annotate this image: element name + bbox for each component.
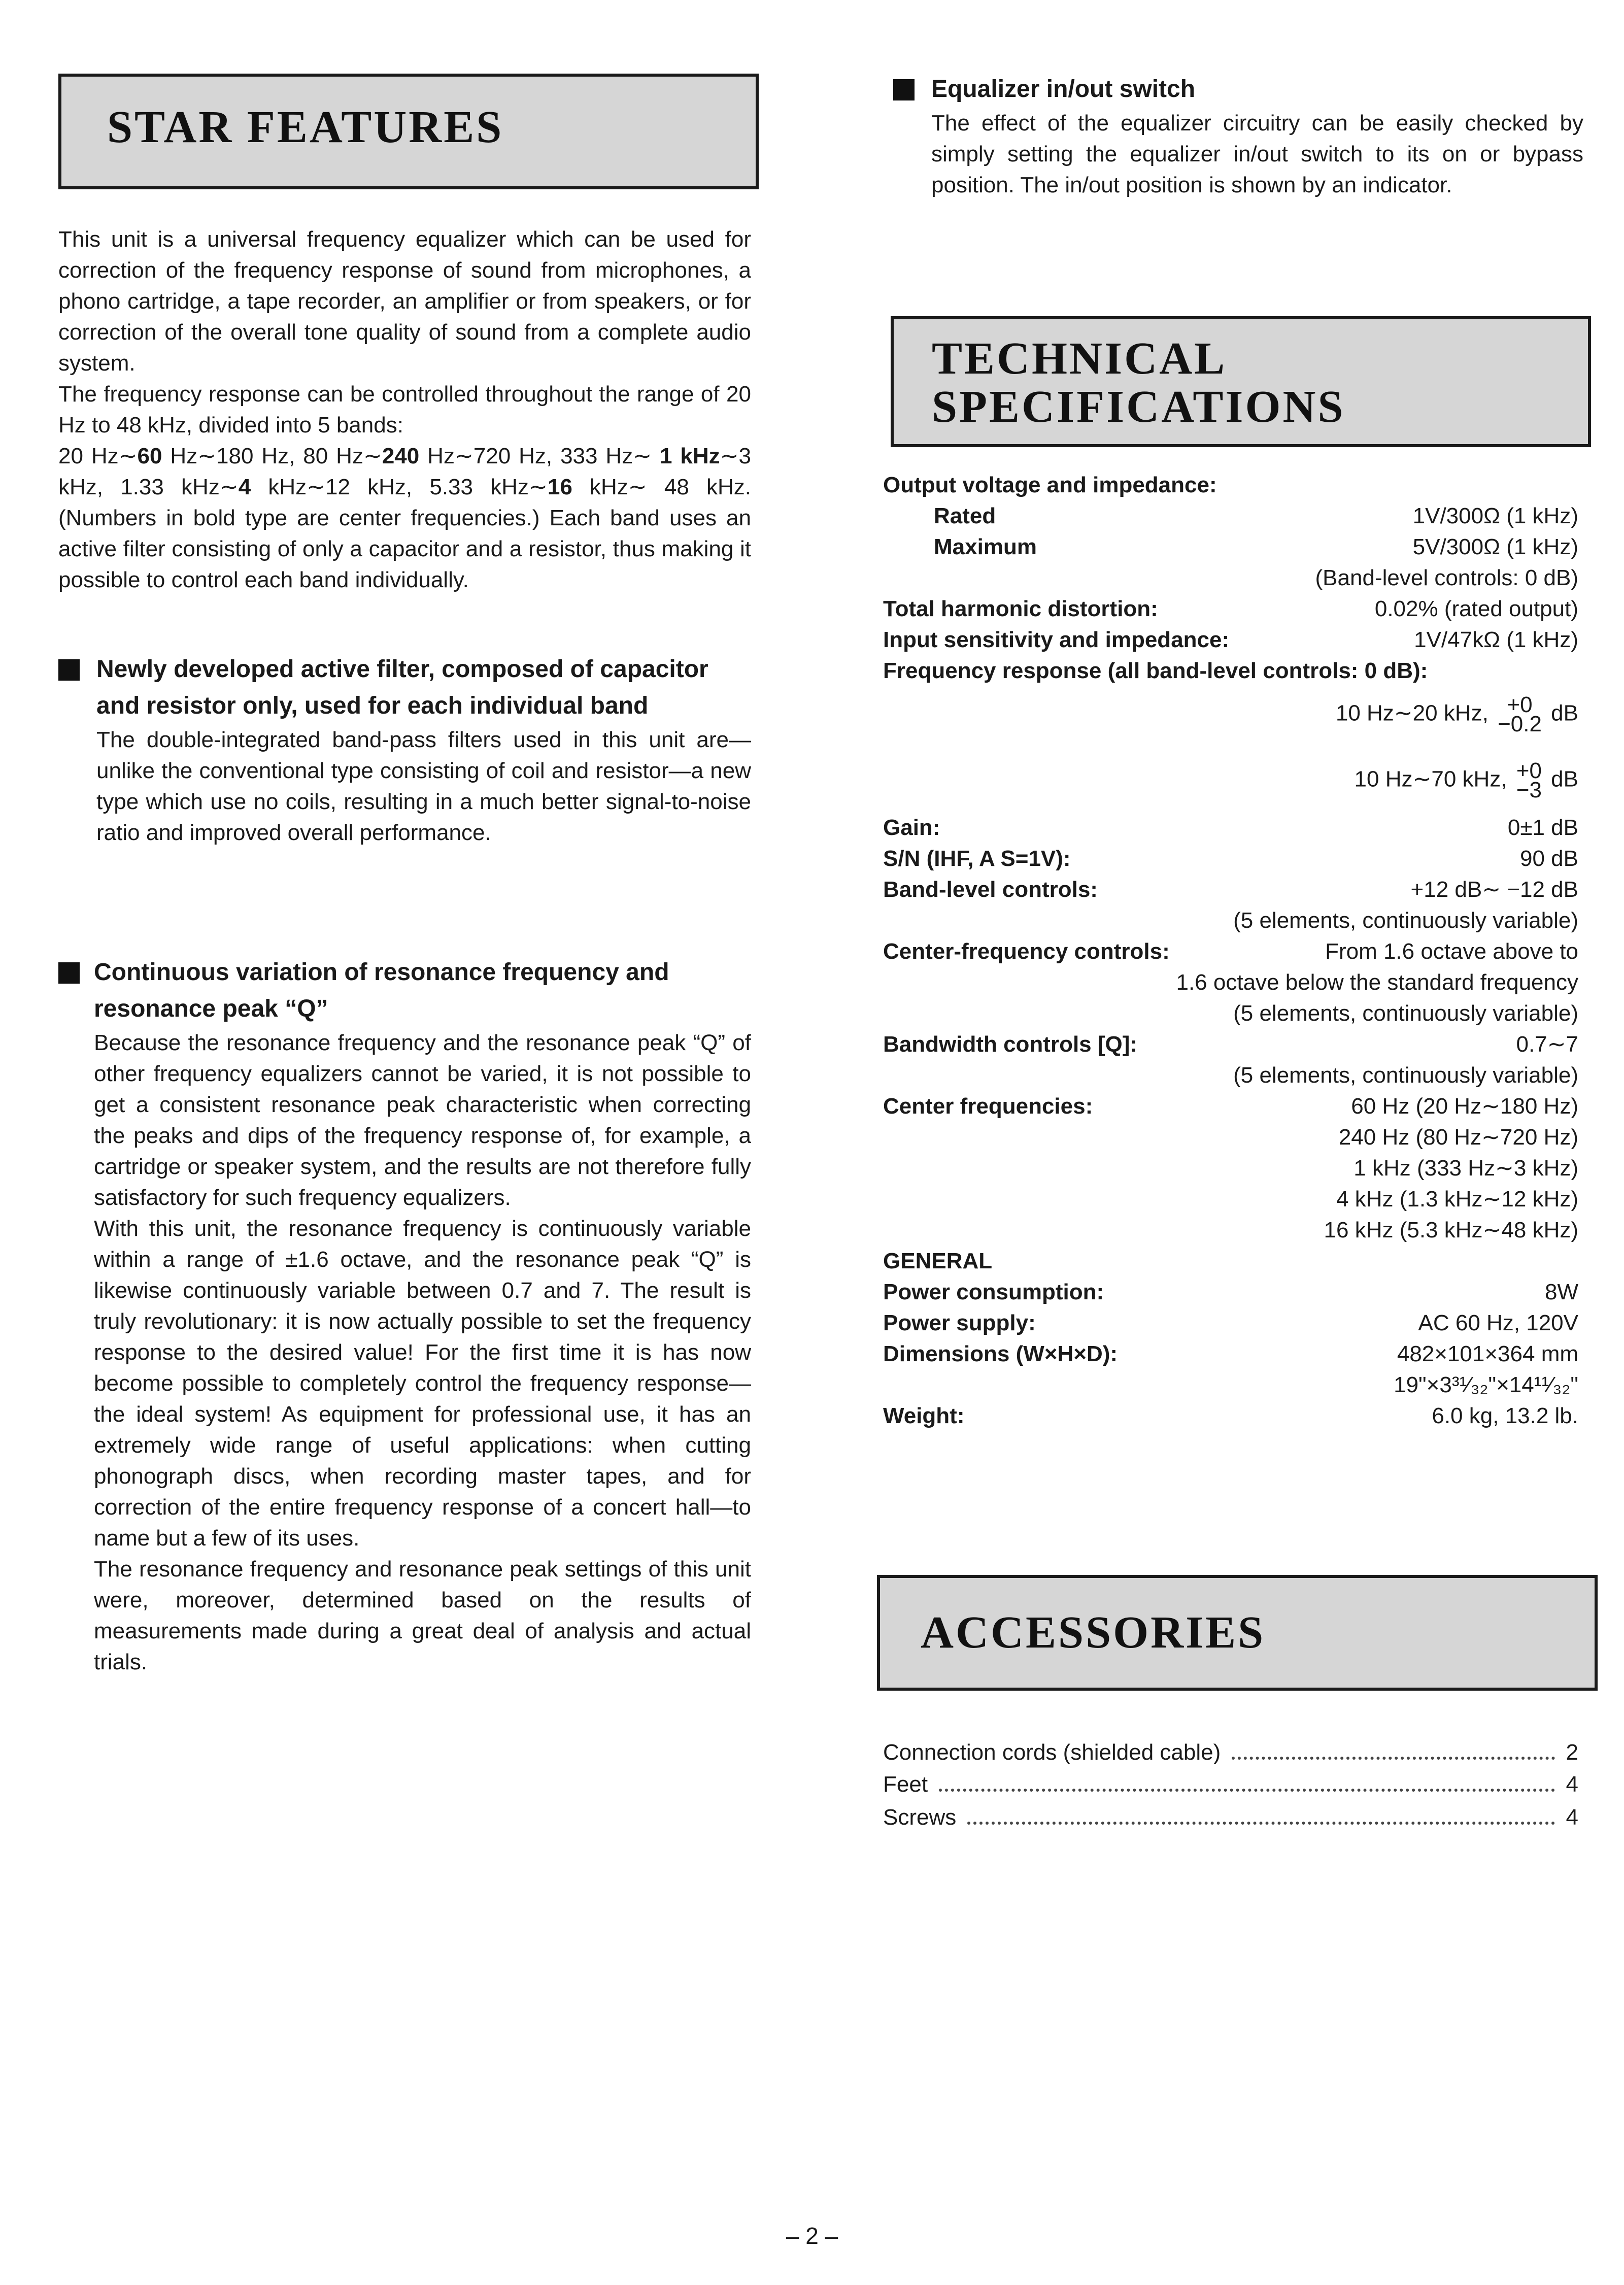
- spec-rated: [883, 500, 1578, 531]
- spec-value: 0±1 dB: [1507, 815, 1578, 840]
- spec-value: 10 Hz∼20 kHz, +0 −0.2 dB: [1335, 692, 1578, 736]
- spec-value: 1V/300Ω (1 kHz): [1412, 503, 1578, 528]
- spec-freq-1: [883, 692, 1578, 736]
- dot-leader: [1232, 1737, 1554, 1760]
- spec-gain: [883, 812, 1578, 843]
- spec-value: 6.0 kg, 13.2 lb.: [1432, 1403, 1578, 1428]
- section-heading: Newly developed active filter, composed of capacitor and resistor only, used for each individual band: [96, 656, 708, 719]
- accessory-name: Feet: [883, 1772, 928, 1797]
- section-heading: Continuous variation of resonance frequency and resonance peak “Q”: [94, 959, 669, 1022]
- accessory-quantity: 4: [1566, 1772, 1578, 1797]
- spec-label: Center frequencies:: [883, 1094, 1093, 1119]
- accessories-title: ACCESSORIES: [921, 1607, 1266, 1658]
- spec-value: 1 kHz (333 Hz∼3 kHz): [1354, 1156, 1578, 1181]
- spec-value: 4 kHz (1.3 kHz∼12 kHz): [1336, 1187, 1578, 1212]
- star-features-title: STAR FEATURES: [107, 102, 504, 152]
- spec-center-freq-ctl-note: [883, 998, 1578, 1029]
- spec-band-level-note: [883, 905, 1578, 936]
- spec-band-note: [883, 562, 1578, 593]
- accessories-banner: [877, 1575, 1598, 1691]
- accessory-quantity: 4: [1566, 1805, 1578, 1830]
- spec-dimensions-2: [883, 1369, 1578, 1400]
- spec-label: Total harmonic distortion:: [883, 596, 1158, 621]
- section-body: The double-integrated band-pass filters used in this unit are—unlike the conventional type consisting of coil and resistor—a new type which use no coils, resulting in a much better signal-to-noise ratio and improved overall performance.: [96, 727, 751, 845]
- spec-band-level: [883, 874, 1578, 905]
- spec-general-heading: [883, 1246, 1578, 1276]
- spec-label: Frequency response (all band-level controls: 0 dB):: [883, 658, 1428, 683]
- spec-label: GENERAL: [883, 1249, 993, 1273]
- spec-value: (5 elements, continuously variable): [1233, 1001, 1578, 1026]
- bullet-square-icon: [58, 659, 80, 681]
- spec-power-consumption: [883, 1276, 1578, 1307]
- spec-value: (Band-level controls: 0 dB): [1315, 565, 1578, 590]
- spec-center-freq-4: [883, 1184, 1578, 1215]
- spec-value: (5 elements, continuously variable): [1233, 908, 1578, 933]
- intro-block: [58, 224, 751, 595]
- tech-spec-title-line2: SPECIFICATIONS: [932, 382, 1345, 432]
- accessory-item: [883, 1737, 1578, 1768]
- spec-value: 1.6 octave below the standard frequency: [1176, 970, 1578, 995]
- spec-center-freq-2: [883, 1122, 1578, 1153]
- spec-sn: [883, 843, 1578, 874]
- spec-value: 240 Hz (80 Hz∼720 Hz): [1338, 1125, 1578, 1150]
- spec-label: Input sensitivity and impedance:: [883, 627, 1230, 652]
- accessory-name: Screws: [883, 1805, 957, 1830]
- spec-label: Band-level controls:: [883, 877, 1098, 902]
- spec-input: [883, 624, 1578, 655]
- spec-value: 90 dB: [1520, 846, 1578, 871]
- spec-value: +12 dB∼ −12 dB: [1410, 877, 1578, 902]
- spec-center-freqs: [883, 1091, 1578, 1122]
- page-number: – 2 –: [786, 2223, 838, 2249]
- spec-center-freq-ctl-2: [883, 967, 1578, 998]
- intro-paragraph: This unit is a universal frequency equalizer which can be used for correction of the frequency response of sound from microphones, a phono cartridge, a tape recorder, an amplifier or from speakers, or for correction of the overall tone quality of sound from a complete audio system.: [58, 227, 751, 376]
- spec-dimensions: [883, 1338, 1578, 1369]
- bullet-square-icon: [58, 962, 80, 984]
- dot-leader: [967, 1802, 1554, 1825]
- spec-label: Output voltage and impedance:: [883, 473, 1217, 497]
- spec-label: Gain:: [883, 815, 940, 840]
- spec-thd: [883, 593, 1578, 624]
- spec-value: 16 kHz (5.3 kHz∼48 kHz): [1324, 1218, 1578, 1242]
- spec-value: 1V/47kΩ (1 kHz): [1414, 627, 1578, 652]
- spec-label: Maximum: [934, 534, 1037, 559]
- spec-bandwidth-note: [883, 1060, 1578, 1091]
- spec-bandwidth: [883, 1029, 1578, 1060]
- spec-value: (5 elements, continuously variable): [1233, 1063, 1578, 1088]
- accessory-item: [883, 1802, 1578, 1833]
- spec-center-freq-ctl: [883, 936, 1578, 967]
- spec-value: 0.02% (rated output): [1374, 596, 1578, 621]
- spec-label: Bandwidth controls [Q]:: [883, 1032, 1138, 1057]
- section-active-filter: [58, 651, 751, 848]
- spec-freq-response: [883, 655, 1578, 686]
- section-heading: Equalizer in/out switch: [931, 76, 1196, 103]
- tech-spec-title-line1: TECHNICAL: [932, 333, 1227, 384]
- spec-label: Dimensions (W×H×D):: [883, 1341, 1118, 1366]
- section-eq-switch: [893, 71, 1583, 200]
- spec-label: Power supply:: [883, 1310, 1036, 1335]
- spec-value: 5V/300Ω (1 kHz): [1412, 534, 1578, 559]
- bands-intro-paragraph: The frequency response can be controlled throughout the range of 20 Hz to 48 kHz, divided into 5 bands:: [58, 382, 751, 438]
- accessory-name: Connection cords (shielded cable): [883, 1740, 1221, 1765]
- spec-value: AC 60 Hz, 120V: [1418, 1310, 1578, 1335]
- section-body-3: The resonance frequency and resonance peak settings of this unit were, moreover, determined based on the results of measurements made during a great deal of analysis and actual trials.: [94, 1557, 751, 1674]
- spec-value: From 1.6 octave above to: [1325, 939, 1578, 964]
- section-resonance: [58, 954, 751, 1677]
- spec-maximum: [883, 531, 1578, 562]
- spec-value: 10 Hz∼70 kHz, +0 −3 dB: [1354, 758, 1578, 802]
- spec-label: Rated: [934, 503, 996, 528]
- spec-weight: [883, 1400, 1578, 1431]
- spec-center-freq-3: [883, 1153, 1578, 1184]
- spec-value: 482×101×364 mm: [1397, 1341, 1578, 1366]
- spec-freq-2: [883, 758, 1578, 802]
- dot-leader: [939, 1769, 1554, 1792]
- tech-spec-banner: [891, 316, 1591, 447]
- spec-value: 8W: [1545, 1280, 1578, 1304]
- spec-label: Weight:: [883, 1403, 965, 1428]
- spec-power-supply: [883, 1307, 1578, 1338]
- bullet-square-icon: [893, 79, 915, 100]
- spec-label: Power consumption:: [883, 1280, 1104, 1304]
- spec-output: [883, 469, 1578, 500]
- accessory-item: [883, 1769, 1578, 1800]
- section-body-1: Because the resonance frequency and the resonance peak “Q” of other frequency equalizers cannot be varied, it is not possible to get a consistent resonance peak characteristic when correcting the peaks and dips of the frequency response of, for example, a cartridge or speaker system, and the results are not therefore fully satisfactory for such frequency equalizers.: [94, 1030, 751, 1210]
- accessory-quantity: 2: [1566, 1740, 1578, 1765]
- section-body-2: With this unit, the resonance frequency is continuously variable within a range of ±1.6 octave, and the resonance peak “Q” is likewise continuously variable between 0.7 and 7. The result is truly revolutionary: it is now actually possible to set the frequency response to the desired value! For the first time it is has now become possible to completely control the frequency response—the ideal system! As equipment for professional use, it has an extremely wide range of useful applications: when cutting phonograph discs, when recording master tapes, and for correction of the entire frequency response of a concert hall—to name but a few of its uses.: [94, 1216, 751, 1551]
- spec-label: Center-frequency controls:: [883, 939, 1170, 964]
- spec-value: 0.7∼7: [1516, 1032, 1578, 1057]
- spec-value: 60 Hz (20 Hz∼180 Hz): [1351, 1094, 1578, 1119]
- spec-label: S/N (IHF, A S=1V):: [883, 846, 1071, 871]
- star-features-banner: [58, 74, 759, 189]
- spec-center-freq-5: [883, 1215, 1578, 1246]
- spec-value: 19"×3³¹⁄₃₂"×14¹¹⁄₃₂": [1394, 1372, 1578, 1397]
- section-body: The effect of the equalizer circuitry can be easily checked by simply setting the equalizer in/out switch to its on or bypass position. The in/out position is shown by an indicator.: [931, 111, 1583, 197]
- bands-paragraph: 20 Hz∼60 Hz∼180 Hz, 80 Hz∼240 Hz∼720 Hz, 333 Hz∼ 1 kHz∼3 kHz, 1.33 kHz∼4 kHz∼12 kHz, 5.33 kHz∼16 kHz∼ 48 kHz. (Numbers in bold type are center frequencies.) Each band uses an active filter consisting of only a capacitor and a resistor, thus making it possible to control each band individually.: [58, 444, 751, 592]
